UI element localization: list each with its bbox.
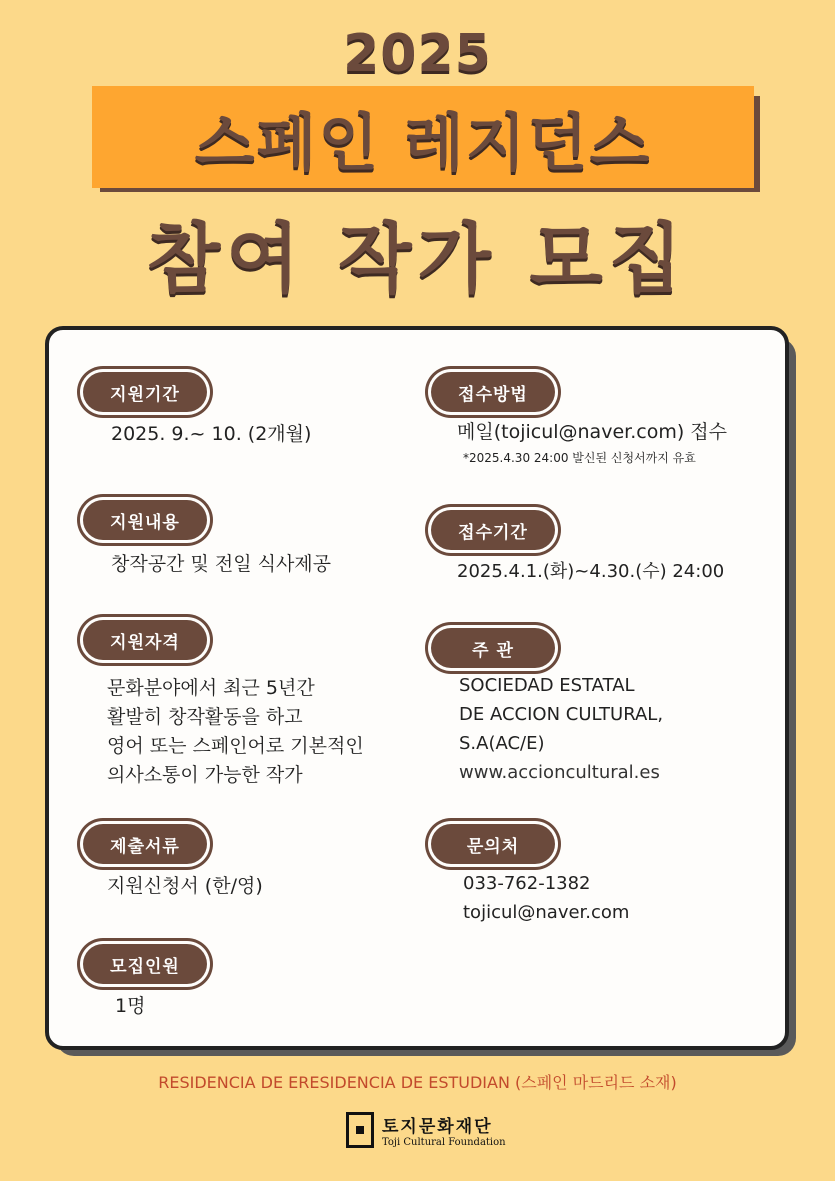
label-method: 접수방법 [431,372,555,412]
deadline-text: 2025.4.1.(화)~4.30.(수) 24:00 [457,561,725,582]
contact-email: tojicul@naver.com [463,902,630,923]
info-card [45,326,789,1050]
foundation-logo-icon [346,1112,374,1148]
label-recruits: 모집인원 [83,944,207,984]
host-text [459,672,663,788]
period-text: 2025. 9.~ 10. (2개월) [111,423,312,445]
qualification-line: 의사소통이 가능한 작가 [107,764,303,786]
content-text: 창작공간 및 전일 식사제공 [111,553,332,575]
method-text: 메일(tojicul@naver.com) 접수 [457,421,727,443]
qualification-line: 영어 또는 스페인어로 기본적인 [107,735,364,757]
foundation-name-en: Toji Cultural Foundation [382,1137,506,1148]
method-note: *2025.4.30 24:00 발신된 신청서까지 유효 [463,451,696,465]
label-documents: 제출서류 [83,824,207,864]
label-deadline: 접수기간 [431,510,555,550]
footer-residency: RESIDENCIA DE ERESIDENCIA DE ESTUDIAN (스페인 마드리드 소재) [158,1073,677,1092]
banner-title: 스페인 레지던스 [194,105,652,179]
label-qualification: 지원자격 [83,620,207,660]
label-contact: 문의처 [431,824,555,864]
host-line: S.A(AC/E) [459,733,545,754]
host-line: DE ACCION CULTURAL, [459,704,664,725]
label-period: 지원기간 [83,372,207,412]
host-website: www.accioncultural.es [459,762,660,783]
contact-text [463,870,629,928]
foundation-name: 토지문화재단 [382,1117,493,1137]
contact-phone: 033-762-1382 [463,873,591,894]
qualification-line: 문화분야에서 최근 5년간 [107,677,315,699]
foundation-logo [346,1112,506,1148]
title-banner [92,86,754,188]
host-line: SOCIEDAD ESTATAL [459,675,635,696]
qualification-line: 활발히 창작활동을 하고 [107,706,303,728]
recruits-text: 1명 [115,995,146,1017]
label-host: 주 관 [431,628,555,668]
poster-subtitle: 참여 작가 모집 [146,214,689,303]
label-content: 지원내용 [83,500,207,540]
qualification-text [107,674,364,790]
poster-year: 2025 [343,24,492,84]
documents-text: 지원신청서 (한/영) [107,875,263,897]
